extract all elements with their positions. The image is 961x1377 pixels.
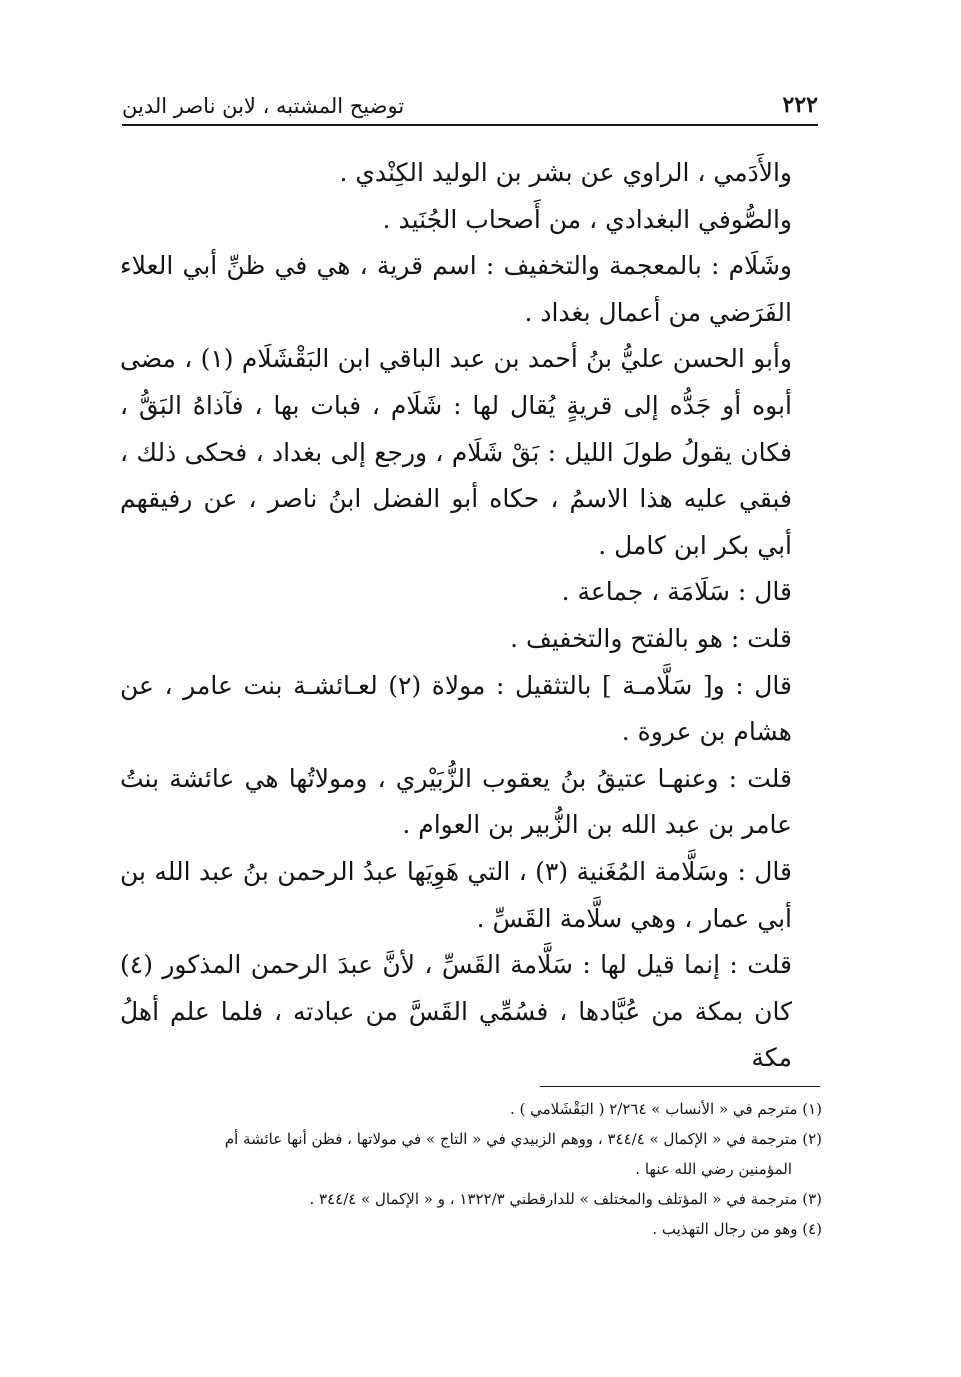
paragraph-10: قلت : إنما قيل لها : سَلَّامة القَسِّ ، لأنَّ عبدَ الرحمن المذكور (٤) كان بمكة من عُبَّادها ، فسُمِّي القَسَّ من عبادته ، فلما علم أهلُ مكة: [120, 950, 792, 1073]
paragraph-3: وشَلَام : بالمعجمة والتخفيف : اسم قرية ، هي في ظنِّ أبي العلاء الفَرَضي من أعمال بغداد .: [120, 251, 792, 327]
footnote-2: (٢) مترجمة في « الإكمال » ٣٤٤/٤ ، ووهم الزبيدي في « التاج » في مولاتها ، فظن أنها عائشة أم: [224, 1130, 822, 1148]
main-text: [120, 150, 820, 1082]
page-number: ٢٢٢: [782, 92, 818, 118]
paragraph-5: قال : سَلَامَة ، جماعة .: [561, 577, 792, 607]
page-header: [122, 78, 818, 126]
footnote-3: (٣) مترجمة في « المؤتلف والمختلف » للدارقطني ١٣٢٢/٣ ، و « الإكمال » ٣٤٤/٤ .: [309, 1190, 822, 1208]
footnote-1: (١) مترجم في « الأنساب » ٢/٢٦٤ ( البَقْشَلامي ) .: [509, 1100, 822, 1118]
paragraph-7: قال : و[ سَلَّامـة ] بالتثقيل : مولاة (٢) لعـائشـة بنت عامر ، عن هشام بن عروة .: [120, 670, 792, 747]
footnote-2-continuation: المؤمنين رضي الله عنها .: [635, 1160, 792, 1178]
paragraph-4: وأبو الحسن عليُّ بنُ أحمد بن عبد الباقي ابن البَقْشَلَام (١) ، مضى أبوه أو جَدُّه إلى قريةٍ يُقال لها : شَلَام ، فبات بها ، فآذاهُ البَقُّ ، فكان يقولُ طولَ الليل : بَقْ شَلَام ، ورجع إلى بغداد ، فحكى ذلك ، فبقي عليه هذا الاسمُ ، حكاه أبو الفضل ابنُ ناصر ، عن رفيقهم أبي بكر ابن كامل .: [120, 344, 792, 560]
footnote-separator: [540, 1086, 820, 1087]
footnotes: [118, 1094, 822, 1244]
paragraph-8: قلت : وعنهـا عتيقُ بنُ يعقوب الزُّبَيْري ، ومولاتُها هي عائشة بنتُ عامر بن عبد الله بن الزُّبير بن العوام .: [120, 763, 792, 840]
paragraph-6: قلت : هو بالفتح والتخفيف .: [510, 623, 792, 653]
paragraph-9: قال : وسَلَّامة المُغَنية (٣) ، التي هَوِيَها عبدُ الرحمن بنُ عبد الله بن أبي عمار ، وهي سلَّامة القَسِّ .: [120, 856, 792, 933]
footnote-4: (٤) وهو من رجال التهذيب .: [652, 1220, 822, 1238]
running-title: توضيح المشتبه ، لابن ناصر الدين: [122, 94, 405, 118]
paragraph-2: والصُّوفي البغدادي ، من أَصحاب الجُنَيد .: [382, 204, 792, 234]
paragraph-1: والأَدَمي ، الراوي عن بشر بن الوليد الكِنْدي .: [339, 158, 792, 187]
